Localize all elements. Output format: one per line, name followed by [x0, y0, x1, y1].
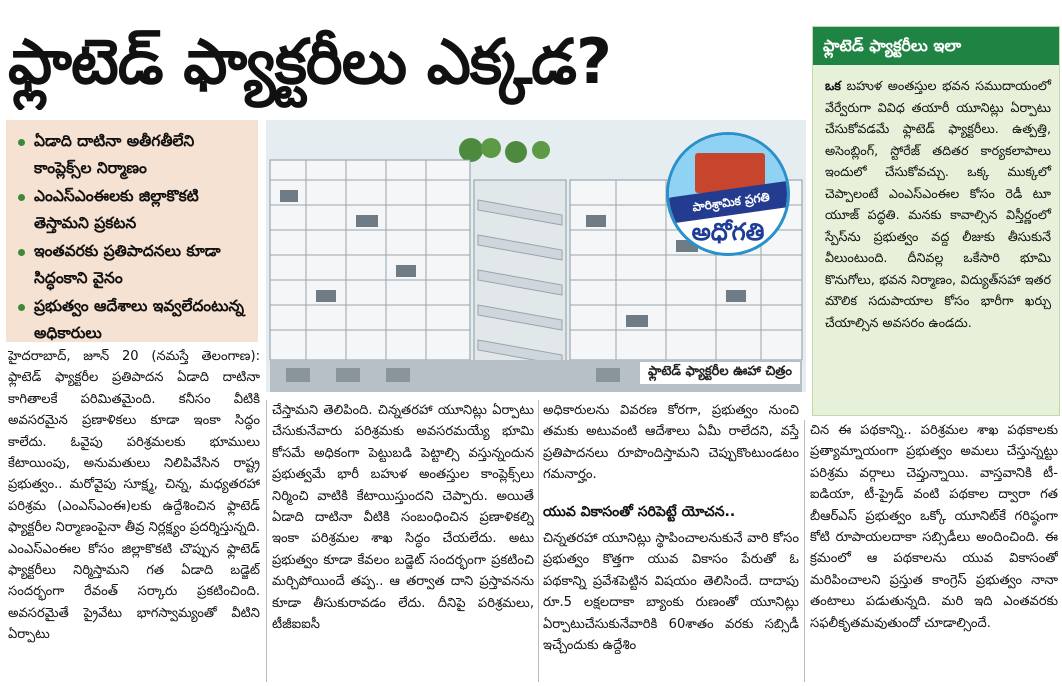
highlight-item: ఇంతవరకు ప్రతిపాదనలు కూడా సిద్ధంకాని వైనం: [16, 238, 250, 292]
explainer-box: [812, 26, 1060, 416]
article-paragraph: అధికారులను వివరణ కోరగా, ప్రభుత్వం నుంచి తమకు అటువంటి ఆదేశాలు ఏమీ రాలేదని, వస్తే ప్రతిపాదనలు రూపొందిస్తామని చెప్పుకొంటుండటం గమనార్హం.: [543, 403, 799, 483]
highlights-box: [6, 120, 258, 342]
article-paragraph: హైదరాబాద్, జూన్ 20 (నమస్తే తెలంగాణ): ఫ్లాటెడ్ ఫ్యాక్టరీల ప్రతిపాదన ఏడాది దాటినా కాగితాలకే పరిమితమైంది. కనీసం వీటికి అవసరమైన ప్రణాళికలు కూడా ఇంకా సిద్ధం కాలేదు. ఓవైపు పరిశ్రమలకు భూములు కేటాయింపు, అనుమతులు నిలిపివేసిన రాష్ట్ర ప్రభుత్వం.. మరోవైపు సూక్ష్మ, చిన్న, మధ్యతరహా పరిశ్రమ (ఎంఎస్‌ఎంఈ)లకు ఉద్దేశించిన ఫ్లాటెడ్ ఫ్యాక్టరీల నిర్మాణంపైనా తీవ్ర నిర్లక్ష్యం ప్రదర్శిస్తున్నది. ఎంఎస్‌ఎంఈల కోసం జిల్లాకొకటి చొప్పున ఫ్లాటెడ్ ఫ్యాక్టరీలు నిర్మిస్తామని గత ఏడాది బడ్జెట్ సందర్భంగా రేవంత్ సర్కారు ప్రకటించింది. అవసరమైతే ప్రైవేటు భాగస్వామ్యంతో వీటిని ఏర్పాటు: [8, 349, 260, 643]
headline: ఫ్లాటెడ్ ఫ్యాక్టరీలు ఎక్కడ?: [8, 25, 611, 98]
article-paragraph: చేస్తామని తెలిపింది. చిన్నతరహా యూనిట్లు ఏర్పాటు చేసుకునేవారు పరిశ్రమకు అవసరమయ్యే భూమి కోసమే అధికంగా పెట్టుబడి పెట్టాల్సి వస్తున్నందున ప్రభుత్వమే భారీ బహుళ అంతస్తుల కాంప్లెక్స్‌లు నిర్మించి వాటికి కేటాయిస్తుందని చెప్పారు. అయితే ఏడాది దాటినా వీటికి సంబంధించిన ప్రణాళికల్ని ఇంకా పరిశ్రమల శాఖ సిద్ధం చేయలేదు. అటు ప్రభుత్వం కూడా కేవలం బడ్జెట్ సందర్భంగా ప్రకటించి మర్చిపోయిందే తప్ప.. ఆ తర్వాత దాని ప్రస్తావనను కూడా తీసుకురావడం లేదు. దీనిపై పరిశ్రమలు, టీజీఐఐసీ: [272, 403, 534, 633]
highlights-list: [16, 128, 250, 347]
logo-title: అధోగతి: [691, 218, 765, 246]
article-column-4: [810, 420, 1058, 684]
article-column-2: [272, 400, 534, 684]
logo-band-text: పారిశ్రామిక ప్రగతి: [666, 180, 790, 225]
explainer-text: బహుళ అంతస్తుల భవన సముదాయంలో వేర్వేరుగా వివిధ తయారీ యూనిట్లు ఏర్పాటు చేసుకోవడమే ఫ్లాటెడ్ ఫ్యాక్టరీలు. ఉత్పత్తి, అసెంబ్లింగ్, స్టోరేజ్ తదితర కార్యకలాపాలు ఇందులో చేసుకోవచ్చు. ఒక్క ముక్కలో చెప్పాలంటే ఎంఎస్‌ఎంఈల కోసం రెడీ టూ యూజ్ పద్ధతి. మనకు కావాల్సిన విస్తీర్ణంలో స్పేస్‌ను ప్రభుత్వం వద్ద లీజుకు తీసుకునే వీలుంటుంది. దీనివల్ల ఒకేసారి భూమి కొనుగోలు, భవన నిర్మాణం, విద్యుత్‌సహా ఇతర మౌలిక సదుపాయాల కోసం భారీగా ఖర్చు చేయాల్సిన అవసరం ఉండదు.: [825, 78, 1051, 330]
explainer-title: ఫ్లాటెడ్ ఫ్యాక్టరీలు ఇలా: [813, 27, 1059, 65]
highlight-item: ఏడాది దాటినా అతీగతీలేని కాంప్లెక్స్‌ల నిర్మాణం: [16, 128, 250, 182]
article-column-1: [8, 346, 260, 684]
article-column-3-top: [543, 400, 799, 496]
article-paragraph: చిన్నతరహా యూనిట్లు స్థాపించాలనుకునే వారి కోసం ప్రభుత్వం కొత్తగా యువ వికాసం పేరుతో ఓ పథకాన్ని ప్రవేశపెట్టిన విషయం తెలిసిందే. దాదాపు రూ.5 లక్షలదాకా బ్యాంకు రుణంతో యూనిట్లు ఏర్పాటుచేసుకునేవారికి 60శాతం వరకు సబ్సిడీ ఇచ్చేందుకు ఉద్దేశిం: [543, 531, 799, 654]
highlight-item: ప్రభుత్వం ఆదేశాలు ఇవ్వలేదంటున్న అధికారులు: [16, 293, 250, 347]
building-illustration: [266, 120, 806, 392]
article-subheading: యువ వికాసంతో సరిపెట్టే యోచన..: [543, 504, 736, 520]
highlight-item: ఎంఎస్‌ఎంఈలకు జిల్లాకొకటి తెస్తామని ప్రకటన: [16, 183, 250, 237]
series-logo: [666, 132, 790, 256]
article-column-3-bottom: [543, 528, 799, 684]
column-divider: [266, 400, 267, 682]
illustration-caption: ఫ్లాటెడ్ ఫ్యాక్టరీల ఊహా చిత్రం: [640, 362, 800, 384]
column-divider: [804, 420, 805, 682]
explainer-lead: ఒక: [825, 78, 841, 93]
column-divider: [538, 400, 539, 682]
article-paragraph: చిన ఈ పథకాన్ని.. పరిశ్రమల శాఖ పథకాలకు ప్రత్యామ్నాయంగా ప్రభుత్వం అమలు చేస్తున్నట్టు పరిశ్రమ వర్గాలు చెప్తున్నాయి. వాస్తవానికి టీ-ఐడియా, టీ-ప్రైడ్ వంటి పథకాల ద్వారా గత బీఆర్‌ఎస్ ప్రభుత్వం ఒక్కో యూనిట్‌కే గరిష్ఠంగా కోటి రూపాయలదాకా సబ్సిడీలు అందించింది. ఈ క్రమంలో ఆ పథకాలను యువ వికాసంతో మరిపించాలని ప్రస్తుత కాంగ్రెస్ ప్రభుత్వం నానా తంటాలు పడుతున్నది. మరి ఇది ఎంతవరకు సఫలీకృతమవుతుందో చూడాల్సిందే.: [810, 423, 1058, 631]
explainer-body: [813, 65, 1059, 339]
